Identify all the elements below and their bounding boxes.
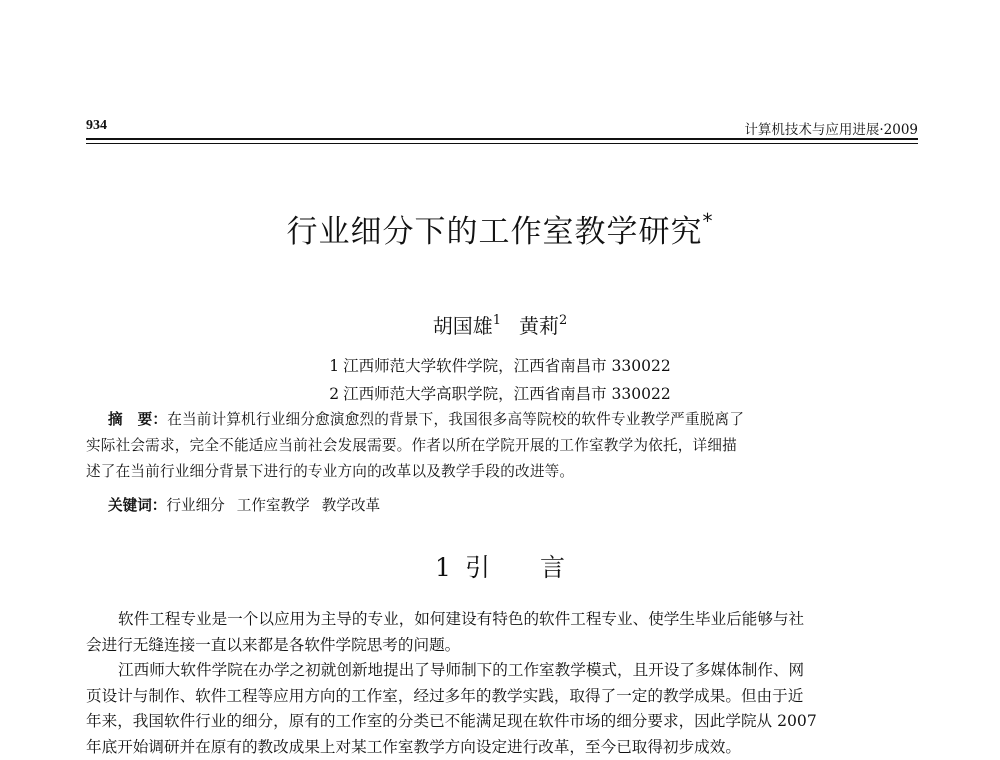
body-line: 年底开始调研并在原有的教改成果上对某工作室教学方向设定进行改革，至今已取得初步成效。: [86, 737, 741, 756]
abstract-line: [86, 407, 918, 433]
body-line: 页设计与制作、软件工程等应用方向的工作室，经过多年的教学实践，取得了一定的教学成果。但由于近: [86, 686, 804, 705]
body-line: 年来，我国软件行业的细分，原有的工作室的分类已不能满足现在软件市场的细分要求，因此学院从 2007: [86, 712, 817, 730]
section-heading: [0, 548, 1000, 584]
keywords: [108, 494, 392, 515]
header-rule-thin: [86, 143, 918, 144]
abstract: [86, 407, 918, 485]
keyword: 行业细分: [166, 497, 225, 514]
paper-title-text: 行业细分下的工作室教学研究: [286, 214, 703, 250]
keywords-label: 关键词：: [108, 497, 167, 514]
abstract-line: 实际社会需求，完全不能适应当前社会发展需要。作者以所在学院开展的工作室教学为依托，详细描: [86, 437, 737, 454]
affiliation-number: 2: [329, 385, 340, 403]
author-affiliation-mark: 2: [559, 313, 568, 328]
abstract-label: 摘 要：: [108, 411, 168, 428]
header-rule-thick: [86, 138, 918, 140]
affiliation: [0, 382, 1000, 404]
author-affiliation-mark: 1: [492, 313, 501, 328]
author-name: 胡国雄: [432, 314, 493, 338]
body-line: 软件工程专业是一个以应用为主导的专业，如何建设有特色的软件工程专业、使学生毕业后能够与社: [118, 610, 805, 628]
body-text: [86, 607, 918, 760]
abstract-line: 述了在当前行业细分背景下进行的专业方向的改革以及教学手段的改进等。: [86, 463, 575, 480]
abstract-text: 在当前计算机行业细分愈演愈烈的背景下，我国很多高等院校的软件专业教学严重脱离了: [167, 411, 745, 428]
body-line: 会进行无缝连接一直以来都是各软件学院思考的问题。: [86, 635, 461, 654]
author-name: 黄莉: [519, 314, 559, 338]
keyword: 工作室教学: [236, 497, 310, 514]
affiliation: [0, 354, 1000, 376]
keyword: 教学改革: [321, 497, 381, 514]
affiliation-text: 江西师范大学软件学院，江西省南昌市 330022: [343, 357, 671, 375]
paper-title: [0, 206, 1000, 251]
section-number: 1: [435, 553, 451, 582]
journal-name: 计算机技术与应用进展·2009: [744, 122, 918, 138]
running-header: [86, 112, 918, 136]
body-line: 江西师大软件学院在办学之初就创新地提出了导师制下的工作室教学模式，且开设了多媒体制作、网: [118, 661, 805, 679]
author-list: [0, 310, 1000, 339]
title-footnote-mark: *: [702, 209, 714, 233]
page-number: 934: [86, 118, 107, 133]
affiliation-text: 江西师范大学高职学院，江西省南昌市 330022: [343, 385, 671, 403]
affiliation-number: 1: [329, 357, 340, 375]
section-title: 引 言: [464, 553, 565, 582]
